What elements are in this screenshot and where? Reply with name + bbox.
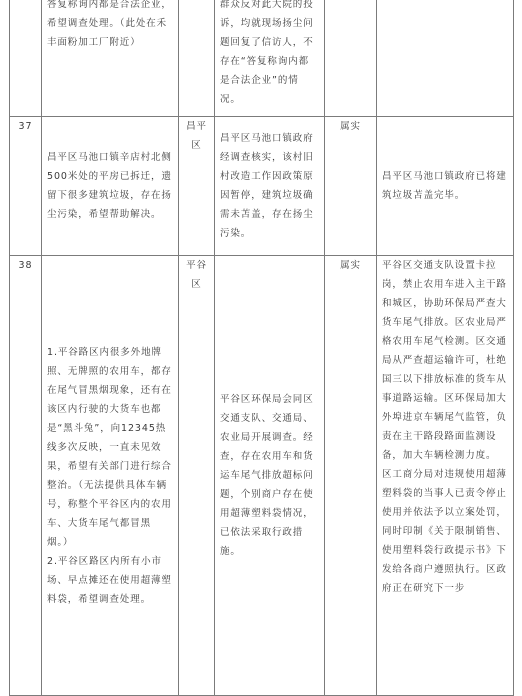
district-cell: 昌平区: [179, 117, 215, 256]
table-row: [10, 256, 514, 696]
table-row: [10, 0, 514, 117]
handling-measures: 平谷区交通支队设置卡拉岗，禁止农用车进入主干路和城区，协助环保局严查大货车尾气排放。区农业局严格农用车尾气检测。区交通局从严查超运输许可，杜绝国三以下排放标准的货车从事道路运输。区环保局加大外埠进京车辆尾气监管，负责在主干路段路面监测设备，加大车辆检测力度。 区工商分局对违规使用超薄塑料袋的当事人已责令停止使用并依法予以立案处罚，同时印制《关于限制销售、使用塑料袋行政提示书》下发给各商户遵照执行。区政府正在研究下一步: [377, 256, 514, 696]
row-number: 37: [10, 117, 42, 256]
table-row: [10, 117, 514, 256]
row-number: [10, 0, 42, 117]
district-cell: [179, 0, 215, 117]
verification-type: 属实: [325, 256, 377, 696]
investigation-result: 平谷区环保局会同区交通支队、交通局、农业局开展调查。经查，存在农用车和货运车尾气排放超标问题，个别商户存在使用超薄塑料袋情况，已依法采取行政措施。: [215, 256, 325, 696]
complaint-description: 答复称询内都是合法企业，希望调查处理。（此处在禾丰面粉加工厂附近）: [42, 0, 179, 117]
handling-measures: [377, 0, 514, 117]
complaint-description: 昌平区马池口镇辛店村北侧500米处的平房已拆迁，遗留下很多建筑垃圾，存在扬尘污染，希望帮助解决。: [42, 117, 179, 256]
investigation-result: 群众反对此大院的投诉，均就现场扬尘问题回复了信访人，不存在“答复称询内都是合法企业”的情况。: [215, 0, 325, 117]
verification-type: [325, 0, 377, 117]
complaint-description: 1.平谷路区内很多外地牌照、无牌照的农用车，都存在尾气冒黑烟现象，还有在该区内行驶的大货车也都是“黑斗兔”，向12345热线多次反映，一直未见效果，希望有关部门进行综合整治。（无法提供具体车辆号，称整个平谷区内的农用车、大货车尾气都冒黑烟。） 2.平谷区路区内所有小市场、早点摊还在使用超薄塑料袋，希望调查处理。: [42, 256, 179, 696]
row-number: 38: [10, 256, 42, 696]
investigation-result: 昌平区马池口镇政府经调查核实，该村旧村改造工作因政策原因暂停，建筑垃圾确需未苫盖，存在扬尘污染。: [215, 117, 325, 256]
verification-type: 属实: [325, 117, 377, 256]
handling-measures: 昌平区马池口镇政府已将建筑垃圾苫盖完毕。: [377, 117, 514, 256]
complaints-table: [9, 0, 514, 696]
district-cell: 平谷区: [179, 256, 215, 696]
